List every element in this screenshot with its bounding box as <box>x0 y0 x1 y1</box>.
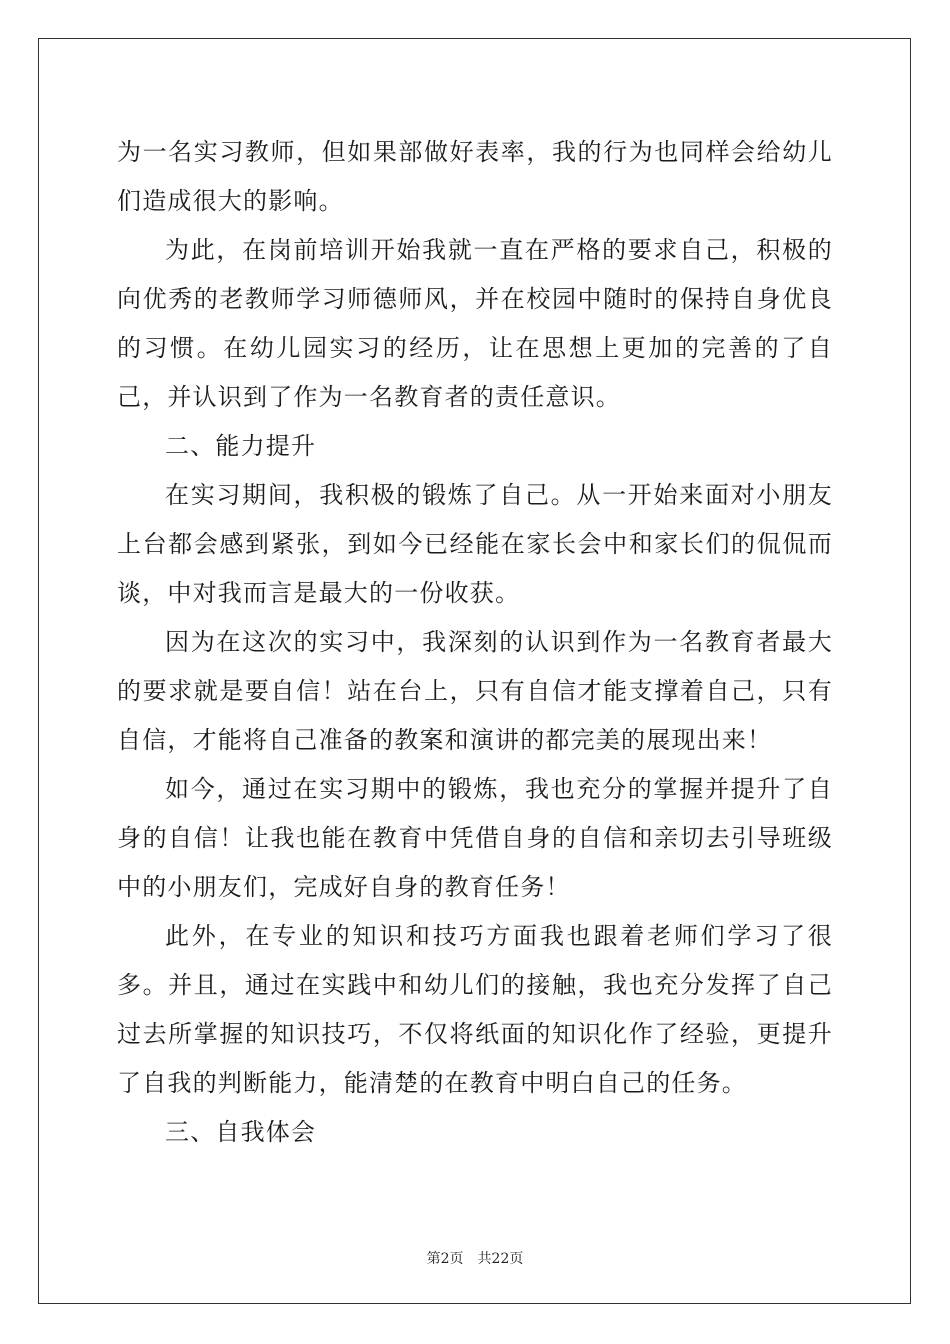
page-footer <box>0 1248 950 1268</box>
paragraph: 在实习期间，我积极的锻炼了自己。从一开始来面对小朋友上台都会感到紧张，到如今已经能在家长会中和家长们的侃侃而谈，中对我而言是最大的一份收获。 <box>117 481 833 607</box>
section-heading-ability: 二、能力提升 <box>165 432 317 460</box>
paragraph-continued: 为一名实习教师，但如果部做好表率，我的行为也同样会给幼儿们造成很大的影响。 <box>117 138 833 215</box>
section-heading-reflection: 三、自我体会 <box>165 1118 317 1146</box>
paragraph: 因为在这次的实习中，我深刻的认识到作为一名教育者最大的要求就是要自信！站在台上，只有自信才能支撑着自己，只有自信，才能将自己准备的教案和演讲的都完美的展现出来！ <box>117 628 833 754</box>
document-body <box>117 128 833 1157</box>
paragraph: 此外，在专业的知识和技巧方面我也跟着老师们学习了很多。并且，通过在实践中和幼儿们的接触，我也充分发挥了自己过去所掌握的知识技巧，不仅将纸面的知识化作了经验，更提升了自我的判断能力，能清楚的在教育中明白自己的任务。 <box>117 922 833 1097</box>
page-number: 第2页 <box>426 1251 464 1267</box>
paragraph: 为此，在岗前培训开始我就一直在严格的要求自己，积极的向优秀的老教师学习师德师风，并在校园中随时的保持自身优良的习惯。在幼儿园实习的经历，让在思想上更加的完善的了自己，并认识到了作为一名教育者的责任意识。 <box>117 236 833 411</box>
page-total: 共22页 <box>477 1251 524 1267</box>
paragraph: 如今，通过在实习期中的锻炼，我也充分的掌握并提升了自身的自信！让我也能在教育中凭借自身的自信和亲切去引导班级中的小朋友们，完成好自身的教育任务！ <box>117 775 833 901</box>
